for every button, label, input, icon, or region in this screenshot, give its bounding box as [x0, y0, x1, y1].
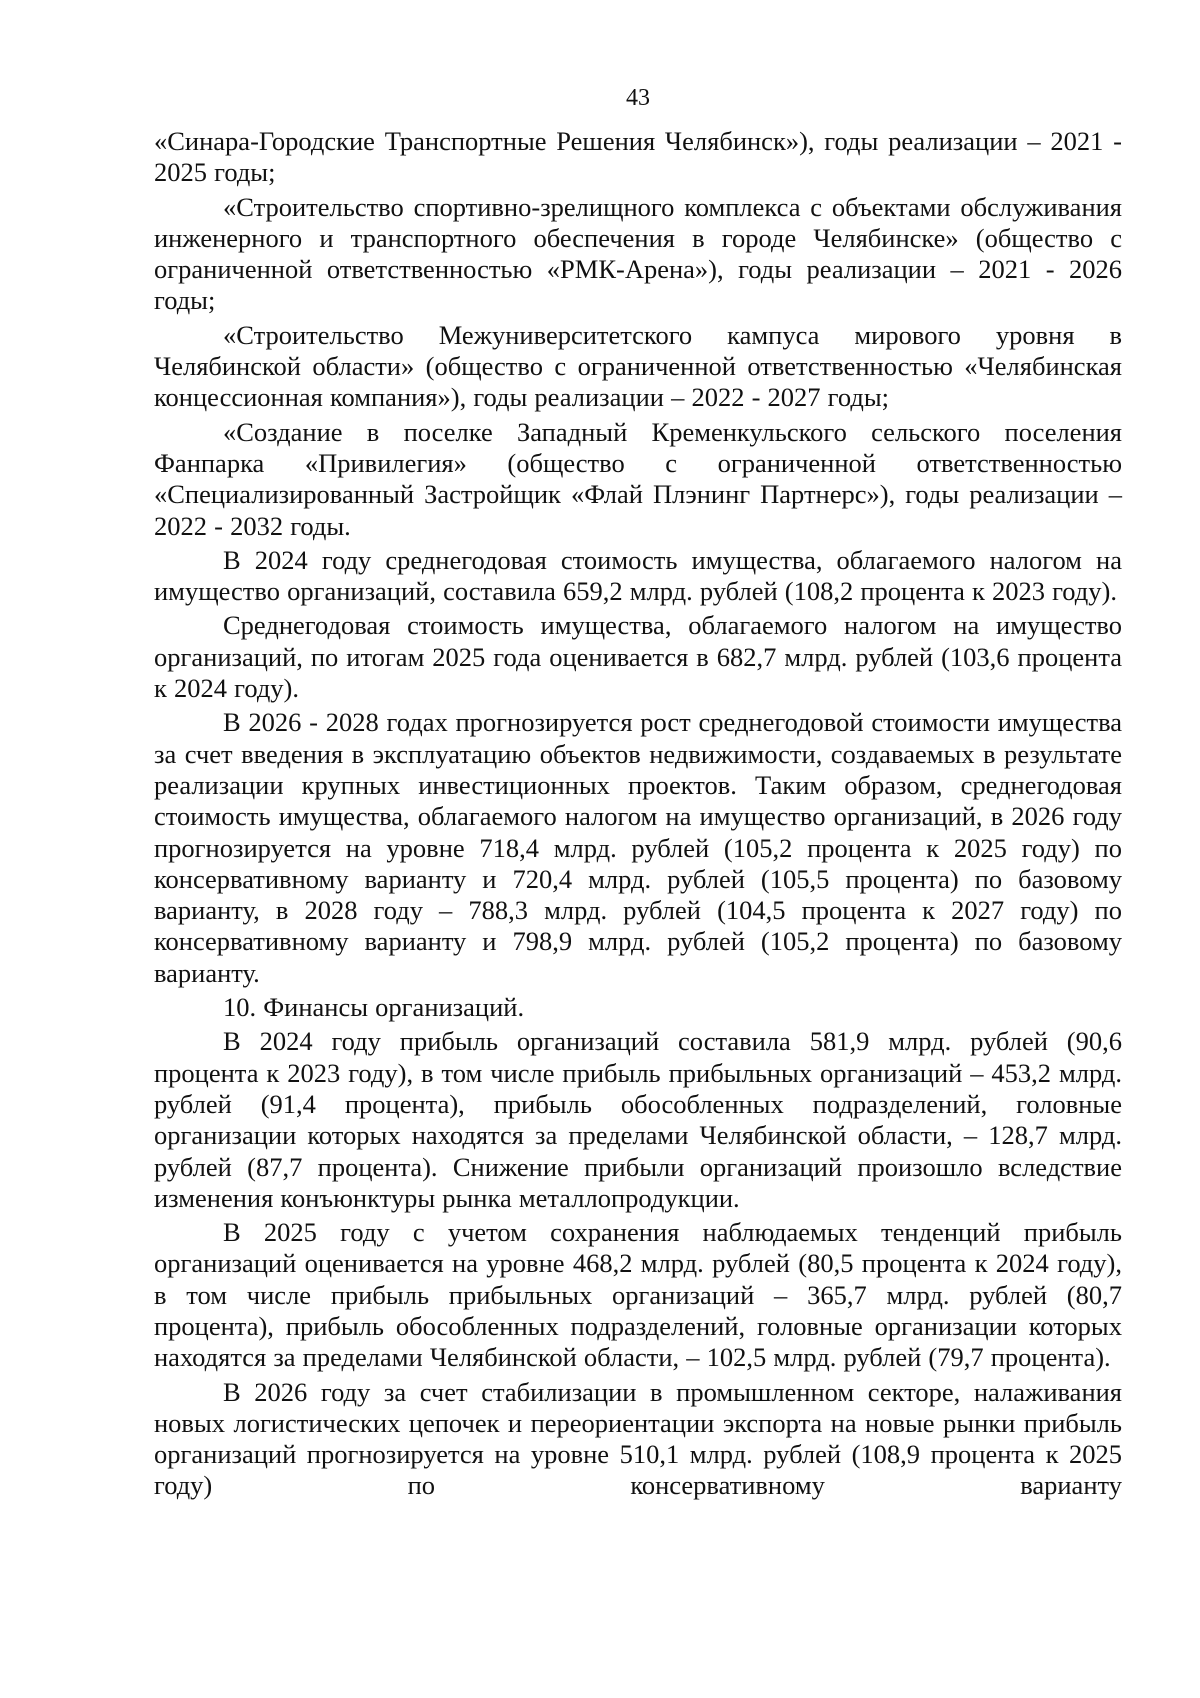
paragraph-property-value-forecast: В 2026 - 2028 годах прогнозируется рост среднегодовой стоимости имущества за счет введения в эксплуатацию объектов недвижимости, создаваемых в результате реализации крупных инвестиционных проектов. Таким образом, среднегодовая стоимость имущества, облагаемого налогом на имущество организаций, в 2026 году прогнозируется на уровне 718,4 млрд. рублей (105,2 процента к 2025 году) по консервативному варианту и 720,4 млрд. рублей (105,5 процента) по базовому варианту, в 2028 году – 788,3 млрд. рублей (104,5 процента к 2027 году) по консервативному варианту и 798,9 млрд. рублей (105,2 процента) по базовому варианту.: [154, 707, 1122, 988]
paragraph-profit-2024: В 2024 году прибыль организаций составила 581,9 млрд. рублей (90,6 процента к 2023 году), в том числе прибыль прибыльных организаций – 453,2 млрд. рублей (91,4 процента), прибыль обособленных подразделений, головные организации которых находятся за пределами Челябинской области, – 128,7 млрд. рублей (87,7 процента). Снижение прибыли организаций произошло вследствие изменения конъюнктуры рынка металлопродукции.: [154, 1026, 1122, 1213]
section-heading-finances: 10. Финансы организаций.: [223, 992, 525, 1023]
page-number: 43: [626, 85, 650, 111]
paragraph-project-campus: «Строительство Межуниверситетского кампуса мирового уровня в Челябинской области» (общество с ограниченной ответственностью «Челябинская концессионная компания»), годы реализации – 2022 - 2027 годы;: [154, 319, 1122, 413]
document-body: [154, 126, 1122, 1505]
paragraph-project-sinara-continuation: «Синара-Городские Транспортные Решения Челябинск»), годы реализации – 2021 - 2025 годы;: [154, 126, 1122, 188]
paragraph-profit-2026: В 2026 году за счет стабилизации в промышленном секторе, налаживания новых логистических цепочек и переориентации экспорта на новые рынки прибыль организаций прогнозируется на уровне 510,1 млрд. рублей (108,9 процента к 2025 году) по консервативному варианту: [154, 1376, 1122, 1501]
paragraph-project-rmk-arena: «Строительство спортивно-зрелищного комплекса с объектами обслуживания инженерного и транспортного обеспечения в городе Челябинске» (общество с ограниченной ответственностью «РМК-Арена»), годы реализации – 2021 - 2026 годы;: [154, 191, 1122, 316]
paragraph-property-value-2024: В 2024 году среднегодовая стоимость имущества, облагаемого налогом на имущество организаций, составила 659,2 млрд. рублей (108,2 процента к 2023 году).: [154, 544, 1122, 607]
paragraph-property-value-2025: Среднегодовая стоимость имущества, облагаемого налогом на имущество организаций, по итогам 2025 года оценивается в 682,7 млрд. рублей (103,6 процента к 2024 году).: [154, 610, 1122, 704]
paragraph-project-funpark: «Создание в поселке Западный Кременкульского сельского поселения Фанпарка «Привилегия» (общество с ограниченной ответственностью «Специализированный Застройщик «Флай Плэнинг Партнерс»), годы реализации – 2022 - 2032 годы.: [154, 416, 1122, 541]
paragraph-profit-2025: В 2025 году с учетом сохранения наблюдаемых тенденций прибыль организаций оценивается на уровне 468,2 млрд. рублей (80,5 процента к 2024 году), в том числе прибыль прибыльных организаций – 365,7 млрд. рублей (80,7 процента), прибыль обособленных подразделений, головные организации которых находятся за пределами Челябинской области, – 102,5 млрд. рублей (79,7 процента).: [154, 1217, 1122, 1373]
